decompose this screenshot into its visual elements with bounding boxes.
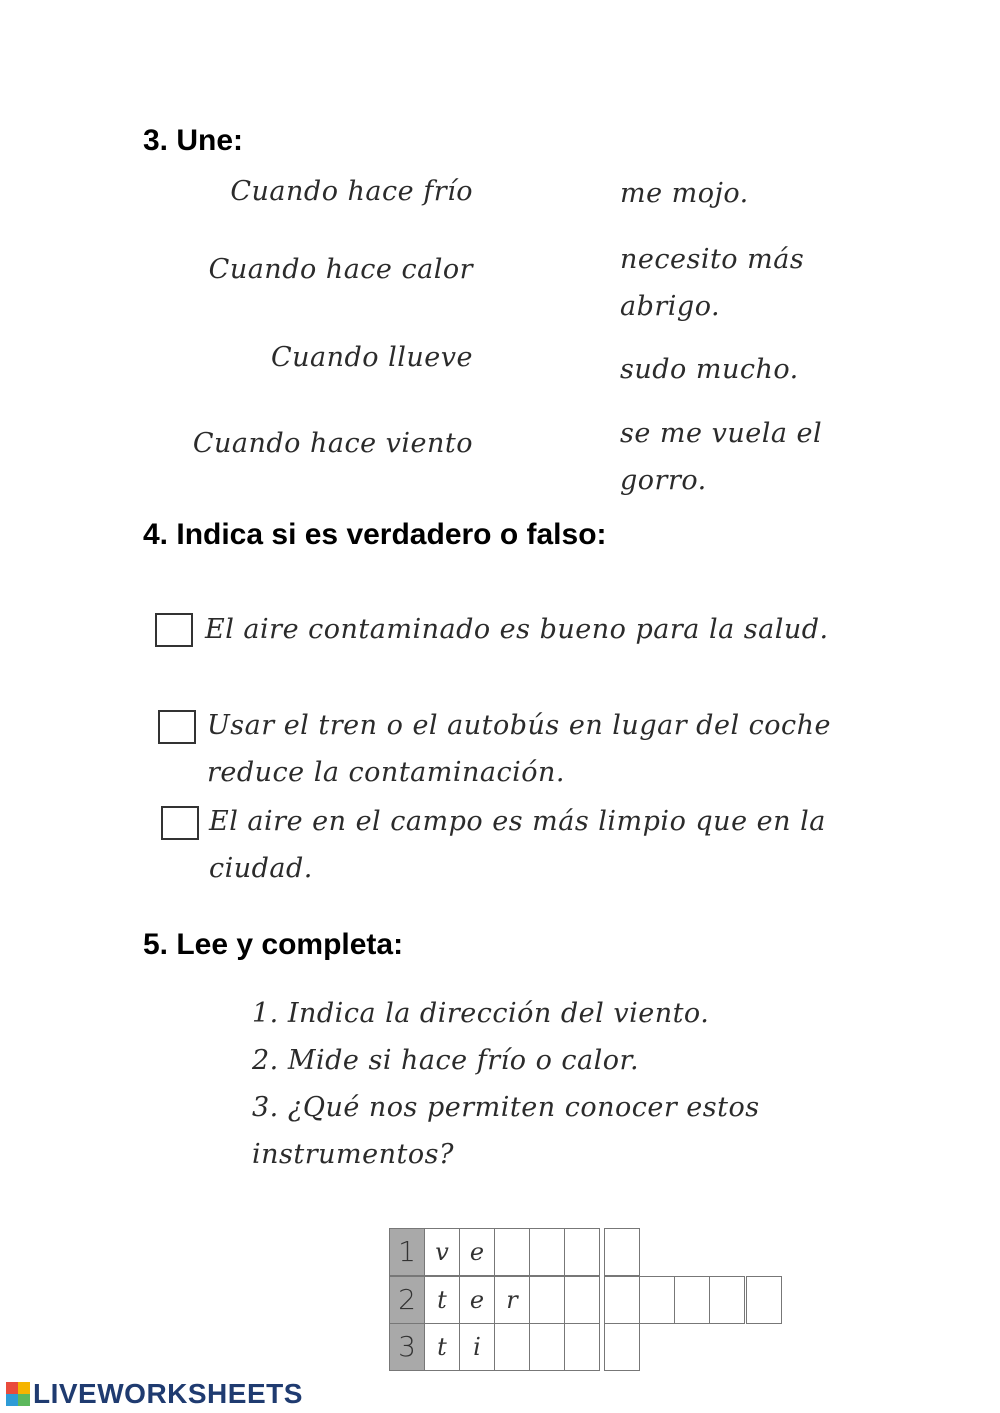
grid-letter: r [494,1276,530,1324]
grid-input-cell[interactable] [604,1323,640,1371]
match-left-3[interactable]: Cuando llueve [270,342,473,373]
logo-square-green [18,1394,30,1406]
section5-heading: 5. Lee y completa: [143,928,404,961]
true-false-checkbox-1[interactable] [155,613,193,647]
match-left-4[interactable]: Cuando hace viento [192,428,473,459]
grid-input-cell[interactable] [564,1323,600,1371]
section3-heading: 3. Une: [143,124,244,157]
grid-input-cell[interactable] [604,1228,640,1276]
match-right-3[interactable]: sudo mucho. [620,354,799,385]
grid-letter: v [424,1228,460,1276]
grid-input-cell[interactable] [529,1323,565,1371]
grid-input-cell[interactable] [529,1228,565,1276]
logo-square-blue [6,1394,18,1406]
grid-letter: t [424,1323,460,1371]
match-right-1[interactable]: me mojo. [620,178,749,209]
grid-letter: e [459,1276,495,1324]
logo-square-red [6,1382,18,1394]
true-false-checkbox-2[interactable] [158,710,196,744]
logo-text: LIVEWORKSHEETS [33,1378,303,1409]
statement-1: El aire contaminado es bueno para la salud. [205,614,829,645]
match-right-2[interactable]: necesito más abrigo. [620,244,805,322]
grid-input-cell[interactable] [564,1228,600,1276]
logo-square-yellow [18,1382,30,1394]
statement-3: El aire en el campo es más limpio que en la ciudad. [209,806,826,884]
clue-1: 1. Indica la dirección del viento. [252,998,710,1029]
grid-input-cell[interactable] [604,1276,640,1324]
clue-3: 3. ¿Qué nos permiten conocer estos instrumentos? [252,1092,760,1170]
match-left-2[interactable]: Cuando hace calor [208,254,473,285]
grid-input-cell[interactable] [494,1228,530,1276]
match-right-4[interactable]: se me vuela el gorro. [620,418,823,496]
section4-heading: 4. Indica si es verdadero o falso: [143,518,607,551]
grid-input-cell[interactable] [564,1276,600,1324]
liveworksheets-logo [6,1378,303,1410]
grid-letter: i [459,1323,495,1371]
grid-input-cell[interactable] [529,1276,565,1324]
clue-2: 2. Mide si hace frío o calor. [252,1045,640,1076]
statement-2: Usar el tren o el autobús en lugar del coche reduce la contaminación. [207,710,832,788]
grid-input-cell[interactable] [709,1276,745,1324]
grid-input-cell[interactable] [746,1276,782,1324]
row-number-1: 1 [389,1228,425,1276]
grid-letter: t [424,1276,460,1324]
row-number-3: 3 [389,1323,425,1371]
grid-input-cell[interactable] [494,1323,530,1371]
row-number-2: 2 [389,1276,425,1324]
true-false-checkbox-3[interactable] [161,806,199,840]
grid-input-cell[interactable] [639,1276,675,1324]
logo-icon [6,1382,30,1406]
match-left-1[interactable]: Cuando hace frío [230,176,473,207]
grid-letter: e [459,1228,495,1276]
grid-input-cell[interactable] [674,1276,710,1324]
